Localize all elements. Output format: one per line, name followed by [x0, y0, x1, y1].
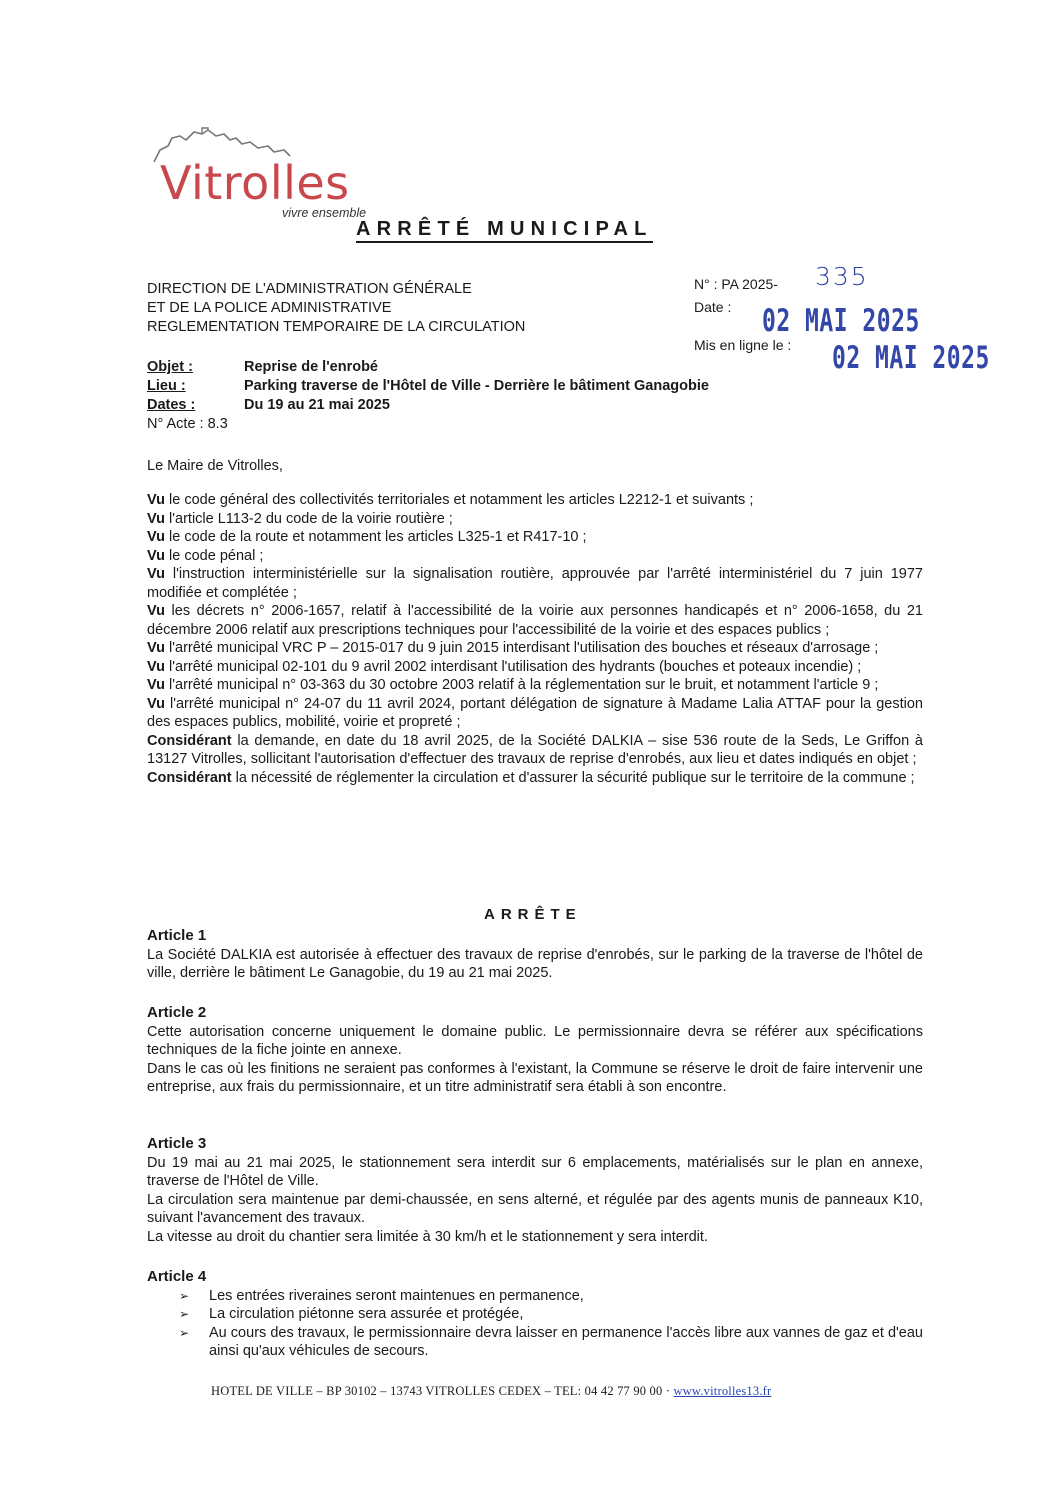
article-paragraph: Du 19 mai au 21 mai 2025, le stationnement sera interdit sur 6 emplacements, matérialisés sur le plan en annexe, traverse de l'Hôtel de Ville.	[147, 1154, 923, 1189]
lieu-label: Lieu :	[147, 378, 186, 394]
list-item: ➢ La circulation piétonne sera assurée et protégée,	[179, 1306, 524, 1322]
visa-item: Considérant la demande, en date du 18 avril 2025, de la Société DALKIA – sise 536 route de la Seds, Le Griffon à 13127 Vitrolles, sollicitant l'autorisation d'effectuer des travaux de reprise d'enrobés, aux lieu et dates indiqués en objet ;	[147, 732, 923, 767]
visa-item: Vu le code général des collectivités territoriales et notamment les articles L2212-1 et suivants ;	[147, 492, 754, 508]
dates-value: Du 19 au 21 mai 2025	[244, 397, 390, 413]
list-item: ➢ Les entrées riveraines seront maintenues en permanence,	[179, 1287, 584, 1304]
subject-block	[147, 358, 709, 434]
reference-number-label: N° : PA 2025-	[694, 276, 778, 292]
article-title: Article 4	[147, 1268, 207, 1285]
arrete-heading: ARRÊTE	[484, 906, 582, 923]
direction-line: DIRECTION DE L'ADMINISTRATION GÉNÉRALE	[147, 281, 472, 297]
visa-item: Vu l'instruction interministérielle sur la signalisation routière, approuvée par l'arrêté interministériel du 7 juin 1977 modifiée et complétée ;	[147, 566, 923, 601]
article-paragraph: Cette autorisation concerne uniquement le domaine public. Le permissionnaire devra se référer aux spécifications techniques de la fiche jointe en annexe.	[147, 1023, 923, 1058]
lieu-row	[147, 377, 709, 396]
direction-line: REGLEMENTATION TEMPORAIRE DE LA CIRCULATION	[147, 319, 526, 335]
online-date-stamp: 02 MAI 2025	[832, 341, 990, 377]
date-stamp: 02 MAI 2025	[762, 304, 920, 340]
article-title: Article 3	[147, 1135, 207, 1152]
document-title: ARRÊTÉ MUNICIPAL	[356, 218, 653, 243]
vitrolles-logo	[150, 126, 410, 226]
direction-line: ET DE LA POLICE ADMINISTRATIVE	[147, 300, 392, 316]
arrow-bullet-icon: ➢	[179, 1325, 190, 1340]
maire-heading: Le Maire de Vitrolles,	[147, 458, 283, 474]
direction-block	[147, 280, 525, 337]
article-bullet-list	[147, 1287, 923, 1361]
visa-item: Vu les décrets n° 2006-1657, relatif à l'accessibilité de la voirie aux personnes handicapés et n° 2006-1658, du 21 décembre 2006 relatif aux prescriptions techniques pour l'accessibilité de la voirie et des espaces publics ;	[147, 603, 923, 638]
article-paragraph: La circulation sera maintenue par demi-chaussée, en sens alterné, et régulée par des agents munis de panneaux K10, suivant l'avancement des travaux.	[147, 1191, 923, 1226]
article-2	[147, 1004, 923, 1097]
article-paragraph: La vitesse au droit du chantier sera limitée à 30 km/h et le stationnement y sera interdit.	[147, 1228, 708, 1245]
objet-row	[147, 358, 709, 377]
dates-row	[147, 396, 709, 415]
visa-item: Vu l'article L113-2 du code de la voirie routière ;	[147, 510, 453, 527]
article-title: Article 1	[147, 927, 207, 944]
visas-list	[147, 491, 923, 787]
acte-number: N° Acte : 8.3	[147, 416, 228, 432]
logo-tagline: vivre ensemble	[282, 206, 367, 220]
logo-wordmark: Vitrolles	[160, 156, 350, 210]
page-footer	[211, 1384, 771, 1399]
visa-item: Vu l'arrêté municipal n° 03-363 du 30 octobre 2003 relatif à la réglementation sur le bruit, et notamment l'article 9 ;	[147, 677, 879, 693]
reference-number-handwritten: 335	[815, 262, 869, 291]
article-paragraph: Dans le cas où les finitions ne seraient pas conformes à l'existant, la Commune se réserve le droit de faire intervenir une entreprise, aux frais du permissionnaire, et un titre administratif sera établi à son encontre.	[147, 1060, 923, 1095]
date-label: Date :	[694, 299, 732, 315]
visa-item: Vu l'arrêté municipal n° 24-07 du 11 avril 2024, portant délégation de signature à Madame Lalia ATTAF pour la gestion des espaces publics, mobilité, voirie et propreté ;	[147, 695, 923, 730]
online-label: Mis en ligne le :	[694, 337, 792, 353]
list-item: ➢ Au cours des travaux, le permissionnaire devra laisser en permanence l'accès libre aux vannes de gaz et d'eau ainsi qu'aux véhicules de secours.	[179, 1324, 923, 1359]
visa-item: Considérant la nécessité de réglementer la circulation et d'assurer la sécurité publique sur le territoire de la commune ;	[147, 769, 915, 786]
arrow-bullet-icon: ➢	[179, 1307, 190, 1321]
article-paragraph: La Société DALKIA est autorisée à effectuer des travaux de reprise d'enrobés, sur le parking de la traverse de l'hôtel de ville, derrière le bâtiment Le Ganagobie, du 19 au 21 mai 2025.	[147, 946, 923, 981]
lieu-value: Parking traverse de l'Hôtel de Ville - Derrière le bâtiment Ganagobie	[244, 378, 709, 394]
visa-item: Vu l'arrêté municipal VRC P – 2015-017 du 9 juin 2015 interdisant l'utilisation des bouches et réseaux d'arrosage ;	[147, 640, 879, 656]
website-link[interactable]: www.vitrolles13.fr	[673, 1384, 772, 1398]
arrow-bullet-icon: ➢	[179, 1288, 190, 1303]
dates-label: Dates :	[147, 397, 196, 413]
article-1	[147, 927, 923, 983]
article-title: Article 2	[147, 1004, 207, 1021]
footer-address: HOTEL DE VILLE – BP 30102 – 13743 VITROLLES CEDEX – TEL: 04 42 77 90 00 ·	[211, 1384, 671, 1398]
objet-value: Reprise de l'enrobé	[244, 359, 378, 375]
visa-item: Vu le code pénal ;	[147, 547, 264, 564]
article-3	[147, 1135, 923, 1246]
article-4	[147, 1268, 923, 1361]
objet-label: Objet :	[147, 359, 193, 375]
visa-item: Vu le code de la route et notamment les articles L325-1 et R417-10 ;	[147, 529, 587, 545]
visa-item: Vu l'arrêté municipal 02-101 du 9 avril 2002 interdisant l'utilisation des hydrants (bouches et poteaux incendie) ;	[147, 658, 862, 675]
